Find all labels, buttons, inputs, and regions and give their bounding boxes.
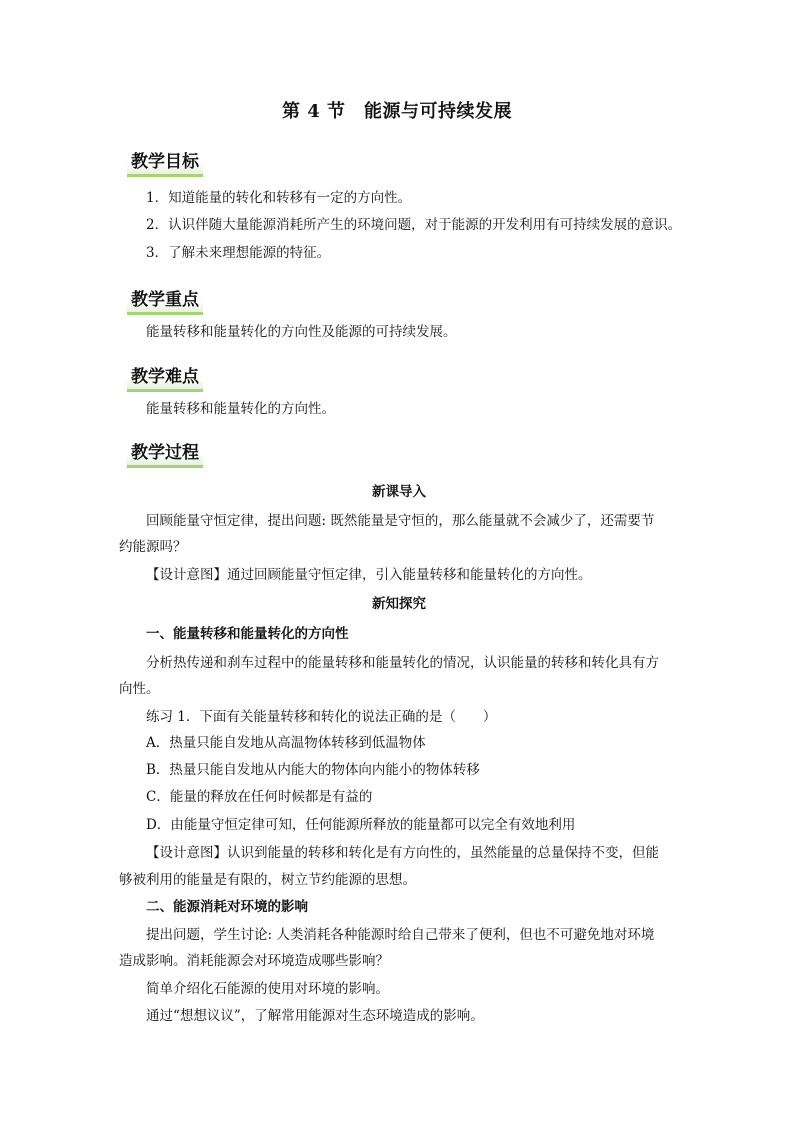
section-heading-key: 教学重点	[127, 288, 203, 315]
intro-text-line-2: 约能源吗？	[119, 539, 187, 555]
page-title: 第 4 节 能源与可持续发展	[281, 101, 513, 122]
part2-text-line-3: 简单介绍化石能源的使用对环境的影响。	[146, 981, 389, 997]
part1-design-intent-line-1: 【设计意图】认识到能量的转移和转化是有方向性的，虽然能量的总量保持不变，但能	[146, 845, 659, 861]
intro-text-line-1: 回顾能量守恒定律，提出问题: 既然能量是守恒的，那么能量就不会减少了，还需要节	[146, 513, 655, 529]
exercise-question: 练习 1．下面有关能量转移和转化的说法正确的是（ ）	[146, 709, 497, 725]
section-heading-difficulty: 教学难点	[127, 365, 203, 392]
goal-item-2: 2．认识伴随大量能源消耗所产生的环境问题，对于能源的开发利用有可持续发展的意识。	[146, 217, 682, 233]
part2-text-line-2: 造成影响。消耗能源会对环境造成哪些影响？	[119, 953, 389, 969]
exercise-option-d: D．由能量守恒定律可知，任何能源所释放的能量都可以完全有效地利用	[146, 817, 576, 833]
part2-title: 二、能源消耗对环境的影响	[146, 899, 308, 915]
part1-text-line-1: 分析热传递和刹车过程中的能量转移和能量转化的情况，认识能量的转移和转化具有方	[146, 655, 659, 671]
part1-title: 一、能量转移和能量转化的方向性	[146, 626, 349, 642]
part2-text-line-1: 提出问题，学生讨论: 人类消耗各种能源时给自己带来了便利，但也不可避免地对环境	[146, 927, 655, 943]
exercise-option-b: B．热量只能自发地从内能大的物体向内能小的物体转移	[146, 762, 480, 778]
part2-text-line-4: 通过“想想议议”，了解常用能源对生态环境造成的影响。	[146, 1008, 484, 1024]
intro-subtitle: 新课导入	[372, 484, 426, 500]
explore-subtitle: 新知探究	[372, 596, 426, 612]
goal-item-1: 1．知道能量的转化和转移有一定的方向性。	[146, 190, 412, 206]
part1-design-intent-line-2: 够被利用的能量是有限的，树立节约能源的思想。	[119, 872, 416, 888]
exercise-option-c: C．能量的释放在任何时候都是有益的	[146, 789, 373, 805]
section-heading-goals: 教学目标	[127, 150, 203, 177]
exercise-option-a: A．热量只能自发地从高温物体转移到低温物体	[146, 735, 426, 751]
part1-text-line-2: 向性。	[119, 681, 160, 697]
section-heading-process: 教学过程	[127, 441, 203, 468]
intro-design-intent: 【设计意图】通过回顾能量守恒定律，引入能量转移和能量转化的方向性。	[146, 567, 592, 583]
goal-item-3: 3．了解未来理想能源的特征。	[146, 245, 331, 261]
key-point-text: 能量转移和能量转化的方向性及能源的可持续发展。	[146, 324, 457, 340]
difficulty-text: 能量转移和能量转化的方向性。	[146, 401, 335, 417]
